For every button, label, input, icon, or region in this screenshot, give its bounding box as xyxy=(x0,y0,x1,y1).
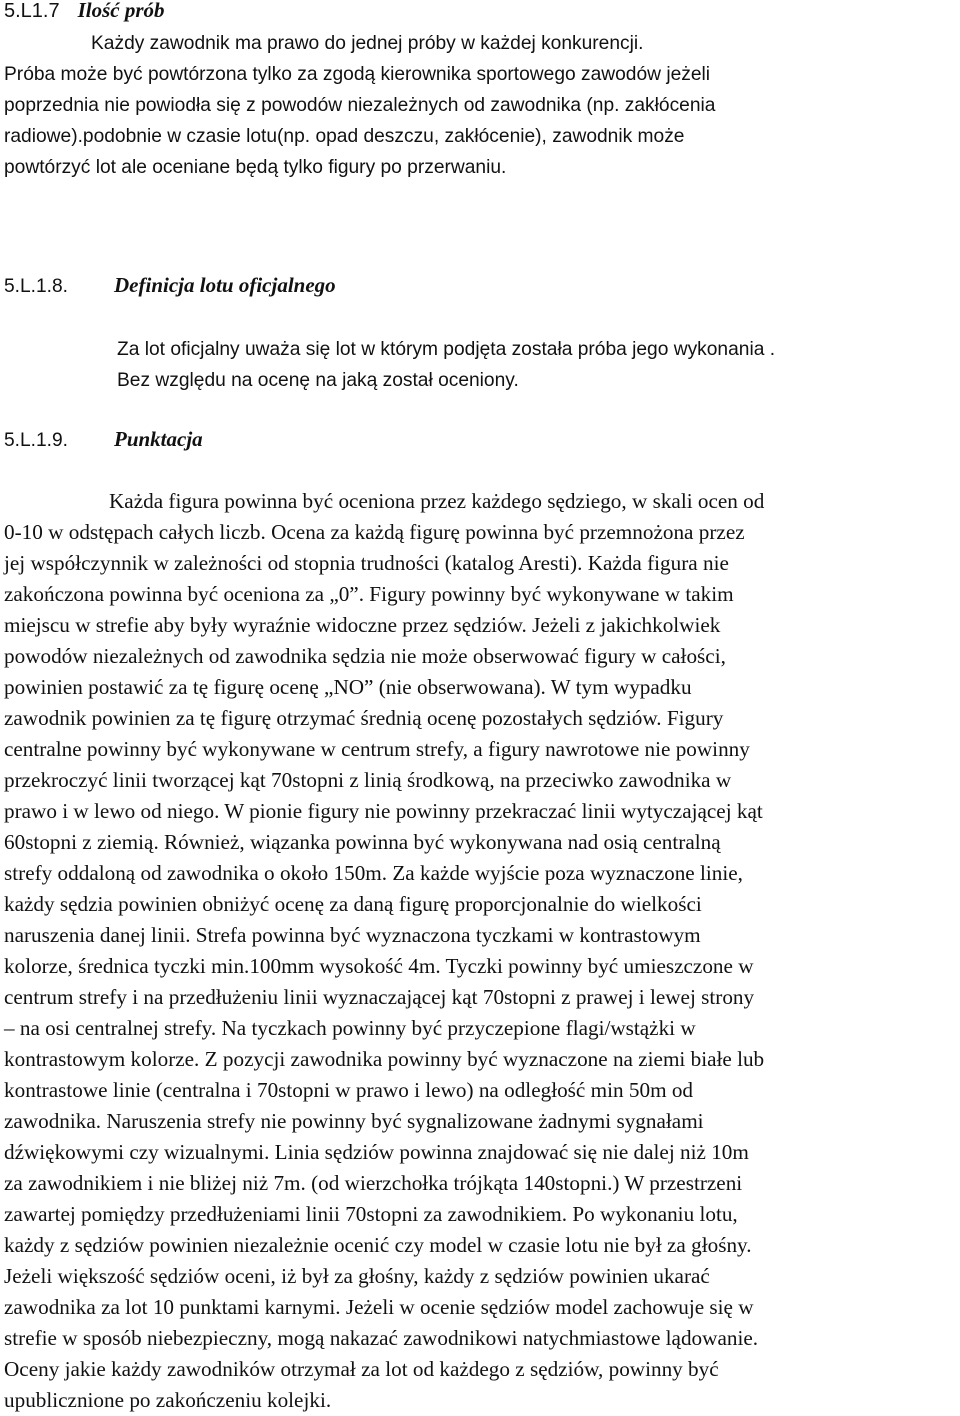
section-19-line: powinien postawić za tę figurę ocenę „NO” (nie obserwowana). W tym wypadku xyxy=(4,675,692,699)
section-18-body xyxy=(117,334,775,396)
section-19-line: strefie w sposób niebezpieczny, mogą nakazać zawodnikowi natychmiastowe lądowanie. xyxy=(4,1326,759,1350)
section-19-number: 5.L.1.9. xyxy=(4,430,69,451)
section-19-line: kontrastowe linie (centralna i 70stopni w prawo i lewo) na odległość min 50m od xyxy=(4,1078,694,1102)
section-19-line: każdy z sędziów powinien niezależnie ocenić czy model w czasie lotu nie był za głośny. xyxy=(4,1233,752,1257)
section-18-line: Bez względu na ocenę na jaką został oceniony. xyxy=(117,370,519,391)
section-19-line: prawo i w lewo od niego. W pionie figury nie powinny przekraczać linii wytyczającej kąt xyxy=(4,799,763,823)
section-19-line: Każda figura powinna być oceniona przez każdego sędziego, w skali ocen od xyxy=(109,489,765,513)
section-17-line: Próba może być powtórzona tylko za zgodą kierownika sportowego zawodów jeżeli xyxy=(4,64,711,85)
section-17-line: radiowe).podobnie w czasie lotu(np. opad deszczu, zakłócenie), zawodnik może xyxy=(4,126,685,147)
section-19-line: przekroczyć linii tworzącej kąt 70stopni z linią środkową, na przeciwko zawodnika w xyxy=(4,768,732,792)
section-19-line: jej współczynnik w zależności od stopnia trudności (katalog Aresti). Każda figura nie xyxy=(4,551,729,575)
section-19-line: zawartej pomiędzy przedłużeniami linii 70stopni za zawodnikiem. Po wykonaniu lotu, xyxy=(4,1202,738,1226)
section-19-line: kontrastowym kolorze. Z pozycji zawodnika powinny być wyznaczone na ziemi białe lub xyxy=(4,1047,765,1071)
section-19-line: za zawodnikiem i nie bliżej niż 7m. (od wierzchołka trójkąta 140stopni.) W przestrzeni xyxy=(4,1171,743,1195)
section-19-line: zawodnika. Naruszenia strefy nie powinny być sygnalizowane żadnymi sygnałami xyxy=(4,1109,704,1133)
section-18-line: Za lot oficjalny uważa się lot w którym podjęta została próba jego wykonania . xyxy=(117,339,776,360)
section-19-line: strefy oddaloną od zawodnika o około 150m. Za każde wyjście poza wyznaczone linie, xyxy=(4,861,743,885)
section-19-line: centralne powinny być wykonywane w centrum strefy, a figury nawrotowe nie powinny xyxy=(4,737,750,761)
section-19-line: powodów niezależnych od zawodnika sędzia nie może obserwować figury w całości, xyxy=(4,644,726,668)
section-19-title: Punktacja xyxy=(114,427,203,451)
section-17-line: powtórzyć lot ale oceniane będą tylko figury po przerwaniu. xyxy=(4,157,507,178)
section-19-line: Jeżeli większość sędziów oceni, iż był za głośny, każdy z sędziów powinien ukarać xyxy=(4,1264,710,1288)
section-17-line: Każdy zawodnik ma prawo do jednej próby w każdej konkurencji. xyxy=(91,33,644,54)
section-19-line: każdy sędzia powinien obniżyć ocenę za daną figurę proporcjonalnie do wielkości xyxy=(4,892,702,916)
section-17-body xyxy=(4,28,954,183)
section-18-heading xyxy=(4,272,336,300)
section-19-line: zawodnika za lot 10 punktami karnymi. Jeżeli w ocenie sędziów model zachowuje się w xyxy=(4,1295,754,1319)
section-19-line: dźwiękowymi czy wizualnymi. Linia sędziów powinna znajdować się nie dalej niż 10m xyxy=(4,1140,749,1164)
section-19-line: 60stopni z ziemią. Również, wiązanka powinna być wykonywana nad osią centralną xyxy=(4,830,721,854)
section-17-heading xyxy=(4,0,165,24)
section-18-title: Definicja lotu oficjalnego xyxy=(114,273,336,297)
section-19-line: zawodnik powinien za tę figurę otrzymać średnią ocenę pozostałych sędziów. Figury xyxy=(4,706,724,730)
section-19-line: upublicznione po zakończeniu kolejki. xyxy=(4,1388,332,1412)
section-19-line: zakończona powinna być oceniona za „0”. Figury powinny być wykonywane w takim xyxy=(4,582,734,606)
section-19-line: centrum strefy i na przedłużeniu linii wyznaczającej kąt 70stopni z prawej i lewej strony xyxy=(4,985,755,1009)
section-19-line: Oceny jakie każdy zawodników otrzymał za lot od każdego z sędziów, powinny być xyxy=(4,1357,719,1381)
section-19-heading xyxy=(4,426,203,454)
section-19-line: naruszenia danej linii. Strefa powinna być wyznaczona tyczkami w kontrastowym xyxy=(4,923,701,947)
section-19-body xyxy=(4,486,956,1416)
section-17-line: poprzednia nie powiodła się z powodów niezależnych od zawodnika (np. zakłócenia xyxy=(4,95,716,116)
section-17-title: Ilość prób xyxy=(77,0,165,22)
section-19-line: miejscu w strefie aby były wyraźnie widoczne przez sędziów. Jeżeli z jakichkolwiek xyxy=(4,613,721,637)
section-17-number: 5.L1.7 xyxy=(4,0,60,22)
section-19-line: – na osi centralnej strefy. Na tyczkach powinny być przyczepione flagi/wstążki w xyxy=(4,1016,696,1040)
section-19-line: kolorze, średnica tyczki min.100mm wysokość 4m. Tyczki powinny być umieszczone w xyxy=(4,954,754,978)
section-19-line: 0-10 w odstępach całych liczb. Ocena za każdą figurę powinna być przemnożona przez xyxy=(4,520,745,544)
section-18-number: 5.L.1.8. xyxy=(4,276,69,297)
